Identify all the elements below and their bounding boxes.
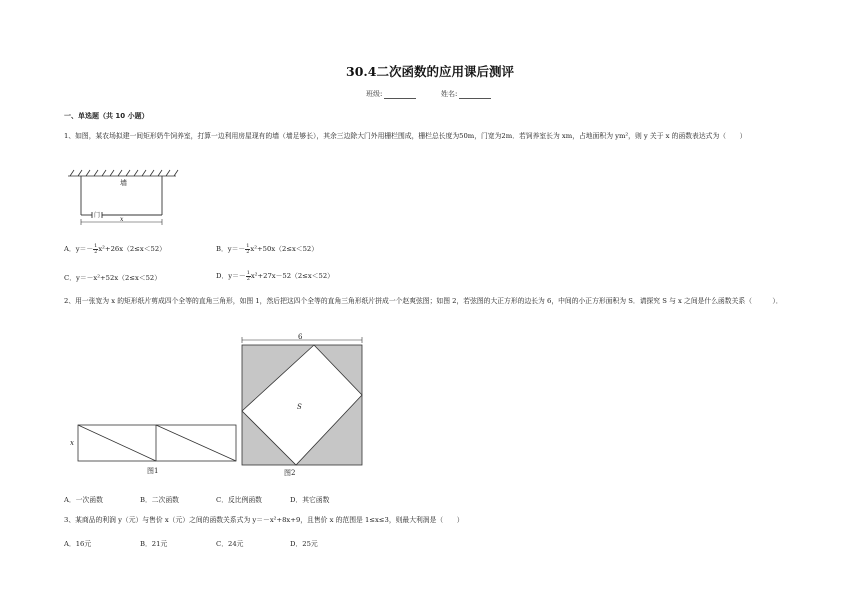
question-3-text: 3、某商品的利润 y（元）与售价 x（元）之间的函数关系式为 y＝－x²+8x+9，且售价 x 的范围是 1≤x≤3，则最大利润是（ ） — [64, 516, 464, 524]
question-2-figure-1 — [64, 418, 244, 480]
center-area-label: S — [297, 403, 302, 411]
question-3-option-a[interactable]: A．16元 — [64, 540, 92, 548]
question-3-option-c[interactable]: C．24元 — [216, 540, 244, 548]
wall-label: 墙 — [120, 179, 127, 187]
wall-hatching — [68, 170, 178, 176]
top-side-label: 6 — [298, 333, 303, 341]
question-1-option-b[interactable]: B．y＝－ $\frac{1}{2}$ x²+50x（2≤x＜52） — [216, 242, 319, 255]
question-1-option-a[interactable]: A．y＝－ $\frac{1}{2}$ x²+26x（2≤x＜52） — [64, 242, 166, 255]
question-2-option-c[interactable]: C．反比例函数 — [216, 496, 262, 504]
question-2-option-a[interactable]: A．一次函数 — [64, 496, 103, 504]
fraction: $\frac{1}{2}$ — [246, 269, 250, 282]
question-2-figure-2 — [236, 333, 368, 479]
name-blank[interactable] — [459, 91, 491, 99]
question-2-text: 2、用一张宽为 x 的矩形纸片剪成四个全等的直角三角形，如图 1，然后把这四个全等的直角三角形纸片拼成一个赵爽弦图；如图 2，若弦图的大正方形的边长为 6，中间的小正方形面积为 S．请探究 S 与 x 之间是什么函数关系（ ）． — [64, 297, 783, 305]
question-1-option-d[interactable]: D．y＝－ $\frac{1}{2}$ x²+27x－52（2≤x＜52） — [216, 269, 334, 282]
door-label: 门 — [94, 212, 101, 219]
question-2-option-d[interactable]: D．其它函数 — [290, 496, 330, 504]
class-field — [366, 89, 416, 99]
class-label: 班级: — [366, 90, 383, 98]
name-label: 姓名: — [441, 90, 458, 98]
question-2-option-b[interactable]: B．二次函数 — [140, 496, 179, 504]
question-3-option-b[interactable]: B．21元 — [140, 540, 168, 548]
page-title: 30.4二次函数的应用课后测评 — [346, 64, 514, 79]
length-label: x — [120, 216, 124, 223]
question-3-option-d[interactable]: D．25元 — [290, 540, 318, 548]
name-field — [441, 89, 491, 99]
question-1-text: 1、如图，某农场拟建一间矩形奶牛饲养室，打算一边利用房屋现有的墙（墙足够长），其余三边除大门外用栅栏围成，栅栏总长度为50m，门宽为2m．若饲养室长为 xm，占地面积为 ym²，则 y 关于 x 的函数表达式为（ ） — [64, 132, 747, 140]
figure-1-caption: 图1 — [147, 467, 159, 475]
class-blank[interactable] — [384, 91, 416, 99]
fraction: $\frac{1}{2}$ — [246, 242, 250, 255]
figure-2-caption: 图2 — [284, 469, 296, 477]
section-heading: 一、单选题（共 10 小题） — [64, 112, 149, 120]
question-1-figure — [64, 168, 184, 228]
question-1-option-c[interactable]: C．y＝－x²+52x（2≤x＜52） — [64, 274, 162, 282]
fraction: $\frac{1}{2}$ — [94, 242, 98, 255]
side-label: x — [70, 439, 74, 447]
